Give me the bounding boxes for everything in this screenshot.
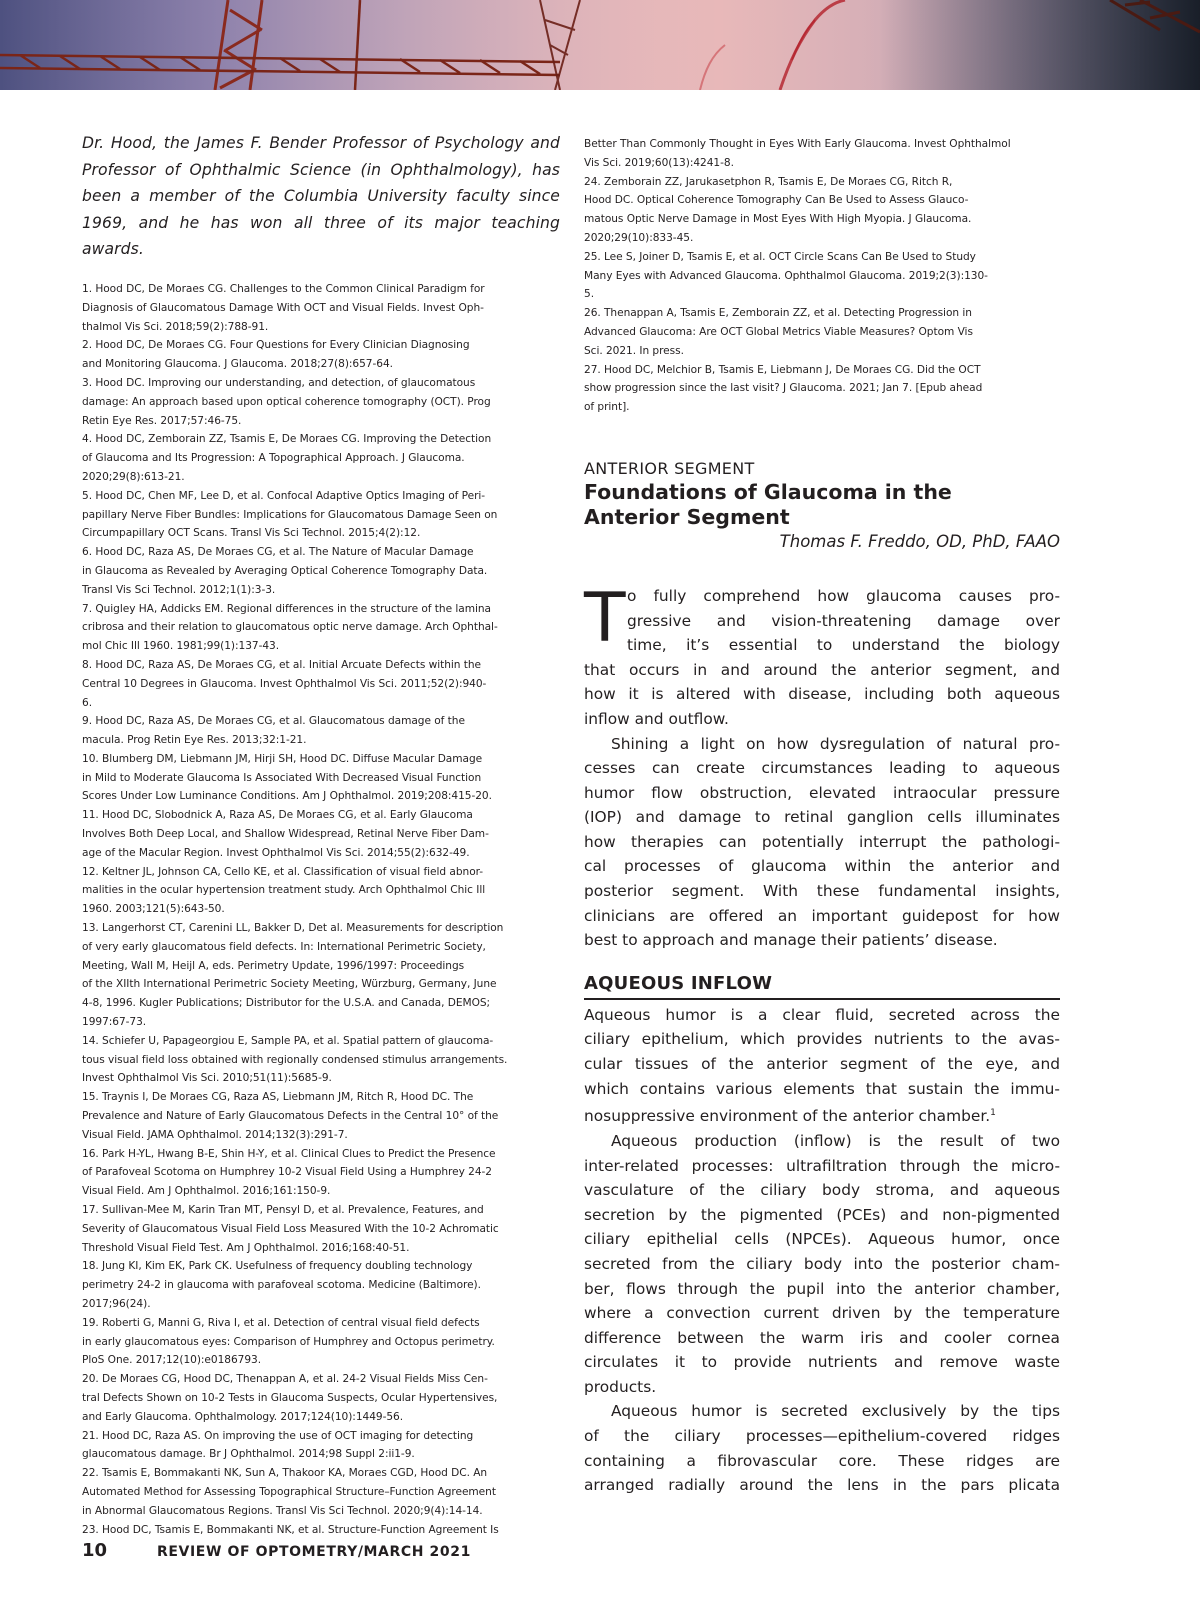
paragraph-line: vasculature of the ciliary body stroma, and aqueous (584, 1181, 1060, 1200)
paragraph-line: Aqueous humor is secreted exclusively by the tips (611, 1402, 1060, 1421)
body-paragraph (584, 1399, 1060, 1497)
reference-line: Hood DC. Optical Coherence Tomography Can Be Used to Assess Glauco- (584, 194, 969, 207)
paragraph-line: secretion by the pigmented (PCEs) and non-pigmented (584, 1205, 1060, 1224)
body-paragraph (584, 1003, 1060, 1129)
paragraph-line: where a convection current driven by the temperature (584, 1304, 1060, 1323)
reference-item (82, 280, 560, 336)
reference-item (82, 374, 560, 430)
paragraph-line: gressive and vision-threatening damage over (627, 611, 1060, 630)
bio-line: Dr. Hood, the James F. Bender Professor of Psychology and (82, 134, 560, 152)
paragraph-line: Aqueous humor is a clear fluid, secreted across the (584, 1005, 1060, 1024)
reference-item (584, 304, 1060, 360)
reference-line: 9. Hood DC, Raza AS, De Moraes CG, et al. Glaucomatous damage of the (82, 715, 465, 728)
reference-line: of the XIIth International Perimetric Society Meeting, Würzburg, Germany, June (82, 978, 497, 991)
reference-line: 4-8, 1996. Kugler Publications; Distributor for the U.S.A. and Canada, DEMOS; (82, 997, 491, 1010)
reference-line: and Early Glaucoma. Ophthalmology. 2017;124(10):1449-56. (82, 1410, 404, 1423)
article-title (584, 480, 1060, 530)
reference-line: Severity of Glaucomatous Visual Field Loss Measured With the 10-2 Achromatic (82, 1222, 499, 1235)
paragraph-line: ciliary epithelium, which provides nutrients to the avas- (584, 1030, 1060, 1049)
paragraph-line: Aqueous production (inflow) is the result of two (611, 1131, 1060, 1150)
reference-item (584, 361, 1060, 417)
reference-line: Retin Eye Res. 2017;57:46-75. (82, 414, 242, 427)
reference-line: of print]. (584, 401, 630, 414)
reference-line: 2017;96(24). (82, 1298, 151, 1310)
reference-line: in Mild to Moderate Glaucoma Is Associated With Decreased Visual Function (82, 771, 482, 784)
reference-line: Scores Under Low Luminance Conditions. Am J Ophthalmol. 2019;208:415-20. (82, 790, 492, 803)
reference-item (82, 1145, 560, 1201)
paragraph-line: cal processes of glaucoma within the anterior and (584, 857, 1060, 876)
reference-line: cribrosa and their relation to glaucomatous optic nerve damage. Arch Ophthal- (82, 621, 498, 634)
reference-line: macula. Prog Retin Eye Res. 2013;32:1-21. (82, 734, 307, 747)
reference-line: Meeting, Wall M, Heijl A, eds. Perimetry Update, 1996/1997: Proceedings (82, 959, 465, 972)
reference-line: in Abnormal Glaucomatous Regions. Transl Vis Sci Technol. 2020;9(4):14-14. (82, 1504, 483, 1517)
reference-item (82, 656, 560, 712)
right-column (584, 135, 1060, 1498)
paragraph-line: inter-related processes: ultrafiltration through the micro- (584, 1156, 1060, 1175)
reference-line: 2020;29(10):833-45. (584, 231, 694, 244)
reference-item (584, 135, 1060, 173)
paragraph-line: containing a fibrovascular core. These ridges are (584, 1451, 1060, 1470)
paragraph-line: inflow and outflow. (584, 709, 729, 728)
reference-line: 10. Blumberg DM, Liebmann JM, Hirji SH, Hood DC. Diffuse Macular Damage (82, 752, 483, 765)
reference-line: Sci. 2021. In press. (584, 344, 684, 357)
reference-line: 2. Hood DC, De Moraes CG. Four Questions for Every Clinician Diagnosing (82, 339, 470, 352)
reference-item (82, 487, 560, 543)
reference-line: Visual Field. JAMA Ophthalmol. 2014;132(3):291-7. (82, 1128, 348, 1141)
reference-item (82, 1032, 560, 1088)
publication-name: REVIEW OF OPTOMETRY/MARCH 2021 (157, 1544, 471, 1560)
paragraph-line: Shining a light on how dysregulation of natural pro- (611, 734, 1060, 753)
reference-line: 22. Tsamis E, Bommakanti NK, Sun A, Thakoor KA, Moraes CGD, Hood DC. An (82, 1467, 488, 1480)
reference-item (82, 1314, 560, 1370)
reference-line: perimetry 24-2 in glaucoma with parafoveal scotoma. Medicine (Baltimore). (82, 1279, 481, 1292)
reference-line: and Monitoring Glaucoma. J Glaucoma. 2018;27(8):657-64. (82, 358, 393, 371)
drop-cap: T (584, 578, 626, 658)
reference-line: Transl Vis Sci Technol. 2012;1(1):3-3. (82, 583, 276, 596)
reference-line: 16. Park H-YL, Hwang B-E, Shin H-Y, et al. Clinical Clues to Predict the Presence (82, 1147, 496, 1160)
reference-line: of Parafoveal Scotoma on Humphrey 10-2 Visual Field Using a Humphrey 24-2 (82, 1166, 492, 1179)
reference-line: 23. Hood DC, Tsamis E, Bommakanti NK, et al. Structure-Function Agreement Is (82, 1523, 499, 1536)
reference-line: 5. Hood DC, Chen MF, Lee D, et al. Confocal Adaptive Optics Imaging of Peri- (82, 489, 486, 502)
crane-illustration (0, 0, 1200, 90)
reference-line: Threshold Visual Field Test. Am J Ophthalmol. 2016;168:40-51. (82, 1241, 410, 1254)
reference-line: 1997:67-73. (82, 1016, 147, 1029)
reference-line: 25. Lee S, Joiner D, Tsamis E, et al. OCT Circle Scans Can Be Used to Study (584, 250, 976, 263)
reference-line: tral Defects Shown on 10-2 Tests in Glaucoma Suspects, Ocular Hypertensives, (82, 1391, 498, 1404)
reference-line: mol Chic Ill 1960. 1981;99(1):137-43. (82, 640, 280, 653)
subhead-aqueous-inflow: AQUEOUS INFLOW (584, 973, 1060, 1000)
reference-item (82, 919, 560, 1032)
reference-item (584, 248, 1060, 304)
header-banner-image (0, 0, 1200, 90)
reference-line: 7. Quigley HA, Addicks EM. Regional differences in the structure of the lamina (82, 602, 491, 615)
paragraph-line: of the ciliary processes—epithelium-covered ridges (584, 1427, 1060, 1446)
reference-line: 5. (584, 288, 595, 301)
reference-line: 13. Langerhorst CT, Carenini LL, Bakker D, Det al. Measurements for description (82, 922, 504, 935)
reference-line: Circumpapillary OCT Scans. Transl Vis Sci Technol. 2015;4(2):12. (82, 527, 421, 540)
body-paragraph (584, 1129, 1060, 1400)
reference-line: Many Eyes with Advanced Glaucoma. Ophthalmol Glaucoma. 2019;2(3):130- (584, 269, 988, 282)
reference-list (82, 280, 560, 1539)
paragraph-line: which contains various elements that sustain the immu- (584, 1079, 1060, 1098)
reference-line: PloS One. 2017;12(10):e0186793. (82, 1354, 262, 1367)
reference-item (82, 806, 560, 862)
paragraph-line: humor flow obstruction, elevated intraocular pressure (584, 783, 1060, 802)
paragraph-line: circulates it to provide nutrients and remove waste (584, 1353, 1060, 1372)
reference-line: 17. Sullivan-Mee M, Karin Tran MT, Pensyl D, et al. Prevalence, Features, and (82, 1204, 484, 1217)
reference-line: age of the Macular Region. Invest Ophthalmol Vis Sci. 2014;55(2):632-49. (82, 846, 470, 859)
reference-line: tous visual field loss obtained with regionally condensed stimulus arrangements. (82, 1053, 508, 1066)
section-label: ANTERIOR SEGMENT (584, 458, 755, 478)
reference-line: matous Optic Nerve Damage in Most Eyes With High Myopia. J Glaucoma. (584, 213, 972, 226)
article-title-line: Foundations of Glaucoma in the (584, 479, 952, 504)
reference-item (82, 1521, 560, 1540)
paragraph-line: products. (584, 1377, 657, 1396)
reference-line: 21. Hood DC, Raza AS. On improving the use of OCT imaging for detecting (82, 1429, 474, 1442)
paragraph-line: posterior segment. With these fundamental insights, (584, 882, 1060, 901)
paragraph-line: how it is altered with disease, including both aqueous (584, 685, 1060, 704)
paragraph-line: secreted from the ciliary body into the posterior cham- (584, 1254, 1060, 1273)
reference-line: 24. Zemborain ZZ, Jarukasetphon R, Tsamis E, De Moraes CG, Ritch R, (584, 175, 953, 188)
page-footer (82, 1540, 682, 1562)
reference-line: Invest Ophthalmol Vis Sci. 2010;51(11):5685-9. (82, 1072, 332, 1085)
paragraph-line: nosuppressive environment of the anterior chamber.$^1$ (584, 1107, 996, 1126)
article-body (584, 578, 1060, 1498)
reference-item (82, 712, 560, 750)
reference-line: Automated Method for Assessing Topographical Structure–Function Agreement (82, 1485, 496, 1498)
reference-item (82, 750, 560, 806)
reference-line: of very early glaucomatous field defects. In: International Perimetric Society, (82, 940, 486, 953)
reference-line: papillary Nerve Fiber Bundles: Implications for Glaucomatous Damage Seen on (82, 508, 498, 521)
reference-item (82, 1088, 560, 1144)
reference-line: 11. Hood DC, Slobodnick A, Raza AS, De Moraes CG, et al. Early Glaucoma (82, 809, 473, 822)
reference-line: 1. Hood DC, De Moraes CG. Challenges to the Common Clinical Paradigm for (82, 282, 485, 295)
reference-line: 27. Hood DC, Melchior B, Tsamis E, Liebmann J, De Moraes CG. Did the OCT (584, 363, 981, 376)
reference-line: 20. De Moraes CG, Hood DC, Thenappan A, et al. 24-2 Visual Fields Miss Cen- (82, 1373, 488, 1386)
bio-line: Professor of Ophthalmic Science (in Ophthalmology), has (82, 160, 560, 179)
paragraph-line: time, it’s essential to understand the biology (627, 636, 1060, 655)
reference-line: Advanced Glaucoma: Are OCT Global Metrics Viable Measures? Optom Vis (584, 325, 973, 338)
reference-line: malities in the ocular hypertension treatment study. Arch Ophthalmol Chic Ill (82, 884, 486, 897)
page-number: 10 (82, 1540, 108, 1561)
reference-line: 4. Hood DC, Zemborain ZZ, Tsamis E, De Moraes CG. Improving the Detection (82, 433, 492, 446)
reference-line: Involves Both Deep Local, and Shallow Widespread, Retinal Nerve Fiber Dam- (82, 828, 489, 841)
reference-line: Diagnosis of Glaucomatous Damage With OCT and Visual Fields. Invest Oph- (82, 301, 484, 314)
article-title-line: Anterior Segment (584, 504, 790, 529)
paragraph-line: o fully comprehend how glaucoma causes pro- (627, 586, 1060, 605)
reference-line: Visual Field. Am J Ophthalmol. 2016;161:150-9. (82, 1185, 331, 1198)
author-byline: Thomas F. Freddo, OD, PhD, FAAO (779, 531, 1060, 551)
bio-line: been a member of the Columbia University faculty since (82, 187, 560, 206)
reference-line: thalmol Vis Sci. 2018;59(2):788-91. (82, 320, 269, 333)
bio-line: 1969, and he has won all three of its major teaching awards. (82, 213, 560, 259)
reference-list-continued (584, 135, 1060, 417)
reference-line: 15. Traynis I, De Moraes CG, Raza AS, Liebmann JM, Ritch R, Hood DC. The (82, 1091, 474, 1104)
reference-line: in early glaucomatous eyes: Comparison of Humphrey and Octopus perimetry. (82, 1335, 495, 1348)
paragraph-line: arranged radially around the lens in the pars plicata (584, 1476, 1060, 1495)
reference-line: 14. Schiefer U, Papageorgiou E, Sample PA, et al. Spatial pattern of glaucoma- (82, 1034, 494, 1047)
reference-line: Central 10 Degrees in Glaucoma. Invest Ophthalmol Vis Sci. 2011;52(2):940- (82, 677, 487, 690)
reference-line: Vis Sci. 2019;60(13):4241-8. (584, 156, 734, 169)
reference-line: Prevalence and Nature of Early Glaucomatous Defects in the Central 10° of the (82, 1110, 499, 1123)
reference-item (82, 1427, 560, 1465)
reference-line: 12. Keltner JL, Johnson CA, Cello KE, et al. Classification of visual field abnor- (82, 865, 484, 878)
reference-line: 19. Roberti G, Manni G, Riva I, et al. Detection of central visual field defects (82, 1316, 480, 1329)
reference-line: 2020;29(8):613-21. (82, 470, 185, 483)
reference-item (82, 1257, 560, 1313)
body-paragraph (584, 732, 1060, 953)
reference-item (82, 1370, 560, 1426)
citation-superscript: 1 (990, 1108, 996, 1119)
paragraph-line: best to approach and manage their patients’ disease. (584, 931, 998, 950)
reference-item (82, 430, 560, 486)
reference-line: 6. (82, 696, 93, 709)
reference-line: damage: An approach based upon optical coherence tomography (OCT). Prog (82, 395, 491, 408)
reference-line: in Glaucoma as Revealed by Averaging Optical Coherence Tomography Data. (82, 564, 488, 577)
reference-line: show progression since the last visit? J Glaucoma. 2021; Jan 7. [Epub ahead (584, 382, 983, 395)
reference-line: 6. Hood DC, Raza AS, De Moraes CG, et al. The Nature of Macular Damage (82, 546, 474, 559)
reference-line: of Glaucoma and Its Progression: A Topographical Approach. J Glaucoma. (82, 452, 465, 465)
paragraph-line: clinicians are offered an important guidepost for how (584, 906, 1060, 925)
reference-item (82, 863, 560, 919)
paragraph-line: cesses can create circumstances leading to aqueous (584, 759, 1060, 778)
reference-item (82, 600, 560, 656)
reference-line: 3. Hood DC. Improving our understanding, and detection, of glaucomatous (82, 376, 476, 389)
paragraph-line: how therapies can potentially interrupt the pathologi- (584, 832, 1060, 851)
paragraph-line: that occurs in and around the anterior segment, and (584, 660, 1060, 679)
reference-line: Better Than Commonly Thought in Eyes With Early Glaucoma. Invest Ophthalmol (584, 138, 1011, 150)
reference-item (82, 1201, 560, 1257)
reference-line: 1960. 2003;121(5):643-50. (82, 903, 225, 916)
paragraph-line: (IOP) and damage to retinal ganglion cells illuminates (584, 808, 1060, 827)
left-column (82, 130, 560, 1539)
reference-item (584, 173, 1060, 248)
paragraph-line: ber, flows through the pupil into the anterior chamber, (584, 1279, 1060, 1298)
reference-item (82, 1464, 560, 1520)
reference-item (82, 336, 560, 374)
paragraph-line: difference between the warm iris and cooler cornea (584, 1328, 1060, 1347)
intro-paragraph (584, 578, 1060, 732)
reference-line: 26. Thenappan A, Tsamis E, Zemborain ZZ, et al. Detecting Progression in (584, 307, 972, 320)
reference-line: 18. Jung KI, Kim EK, Park CK. Usefulness of frequency doubling technology (82, 1260, 473, 1273)
author-bio (82, 130, 560, 263)
reference-line: glaucomatous damage. Br J Ophthalmol. 2014;98 Suppl 2:ii1-9. (82, 1448, 415, 1461)
reference-item (82, 543, 560, 599)
paragraph-line: ciliary epithelial cells (NPCEs). Aqueous humor, once (584, 1230, 1060, 1249)
reference-line: 8. Hood DC, Raza AS, De Moraes CG, et al. Initial Arcuate Defects within the (82, 658, 481, 671)
paragraph-line: cular tissues of the anterior segment of the eye, and (584, 1055, 1060, 1074)
